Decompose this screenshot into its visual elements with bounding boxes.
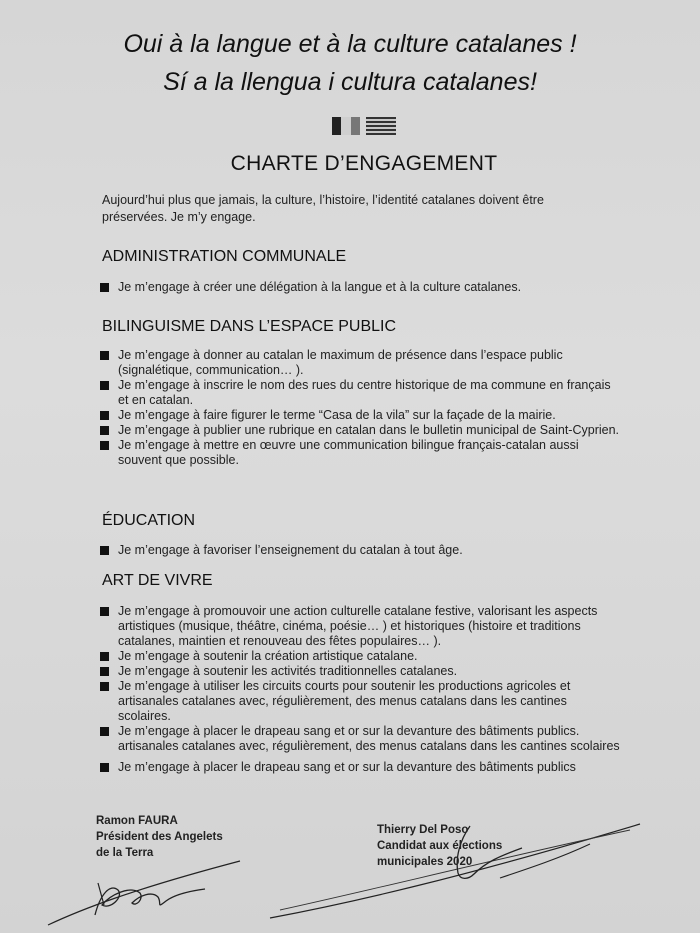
bullet-icon	[100, 652, 109, 661]
item-text: Je m’engage à favoriser l’enseignement du catalan à tout âge.	[118, 543, 463, 557]
item-text: Je m’engage à faire figurer le terme “Casa de la vila” sur la façade de la mairie.	[118, 408, 556, 422]
item-text: Je m’engage à créer une délégation à la langue et à la culture catalanes.	[118, 280, 522, 294]
section-title-bilinguisme: BILINGUISME DANS L’ESPACE PUBLIC	[102, 318, 397, 335]
list-item	[100, 604, 620, 649]
bullet-icon	[100, 441, 109, 450]
item-text: Je m’engage à mettre en œuvre une communication bilingue français-catalan aussi souvent que possible.	[118, 438, 579, 467]
bullet-icon	[100, 426, 109, 435]
signatory-role: municipales 2020	[377, 856, 473, 868]
list-item	[100, 760, 620, 775]
signatory-role: de la Terra	[96, 847, 154, 859]
item-text: Je m’engage à promouvoir une action culturelle catalane festive, valorisant les aspects artistiques (musique, théâtre, cinéma, poésie… ) et historiques (histoire et traditions catalanes, maintien et renouveau des fêtes populaires… ).	[118, 604, 598, 648]
bullet-icon	[100, 667, 109, 676]
signature-left	[40, 855, 260, 930]
section-title-art-de-vivre: ART DE VIVRE	[102, 572, 213, 589]
title-catalan: Sí a la llengua i cultura catalanes!	[163, 68, 537, 96]
item-text: Je m’engage à publier une rubrique en catalan dans le bulletin municipal de Saint-Cyprien.	[118, 423, 620, 437]
signatory-role: Candidat aux élections	[377, 840, 503, 852]
bullet-icon	[100, 411, 109, 420]
section-title-education: ÉDUCATION	[102, 512, 196, 529]
item-text: Je m’engage à placer le drapeau sang et or sur la devanture des bâtiments publics. artisanales catalanes avec, régulièrement, des menus catalans dans les cantines scolaires	[118, 724, 620, 753]
flags	[332, 117, 402, 135]
section-title-administration: ADMINISTRATION COMMUNALE	[102, 248, 347, 265]
title-french: Oui à la langue et à la culture catalanes !	[123, 30, 577, 58]
bullet-icon	[100, 351, 109, 360]
signatory-left	[96, 813, 223, 861]
section-list-education	[100, 543, 620, 558]
list-item	[100, 408, 620, 423]
list-item	[100, 649, 620, 664]
signatory-role: Président des Angelets	[96, 831, 223, 843]
french-flag-icon	[332, 117, 360, 135]
section-list-administration	[100, 280, 620, 295]
signatory-name: Thierry Del Poso	[377, 824, 469, 836]
signatory-name: Ramon FAURA	[96, 815, 178, 827]
item-text: Je m’engage à inscrire le nom des rues du centre historique de ma commune en français et en catalan.	[118, 378, 611, 407]
item-text: Je m’engage à utiliser les circuits courts pour soutenir les productions agricoles et artisanales catalanes avec, régulièrement, des menus catalans dans les cantines scolaires.	[118, 679, 571, 723]
section-list-bilinguisme	[100, 348, 620, 468]
item-text: Je m’engage à donner au catalan le maximum de présence dans l’espace public (signalétique, communication… ).	[118, 348, 563, 377]
list-item	[100, 348, 620, 378]
bullet-icon	[100, 763, 109, 772]
list-item	[100, 423, 620, 438]
section-list-art-de-vivre	[100, 604, 620, 775]
item-text: Je m’engage à placer le drapeau sang et or sur la devanture des bâtiments publics	[118, 760, 576, 774]
signature-right	[260, 818, 650, 928]
bullet-icon	[100, 682, 109, 691]
bullet-icon	[100, 727, 109, 736]
document-heading: CHARTE D’ENGAGEMENT	[230, 152, 498, 175]
item-text: Je m’engage à soutenir les activités traditionnelles catalanes.	[118, 664, 458, 678]
bullet-icon	[100, 283, 109, 292]
list-item	[100, 438, 620, 468]
intro-paragraph: Aujourd’hui plus que jamais, la culture, l’histoire, l’identité catalanes doivent être préservées. Je m’y engage.	[102, 193, 544, 224]
list-item	[100, 543, 620, 558]
bullet-icon	[100, 381, 109, 390]
catalan-flag-icon	[366, 117, 396, 135]
bullet-icon	[100, 546, 109, 555]
bullet-icon	[100, 607, 109, 616]
list-item	[100, 664, 620, 679]
list-item	[100, 378, 620, 408]
list-item	[100, 280, 620, 295]
list-item	[100, 679, 620, 724]
list-item	[100, 724, 620, 754]
item-text: Je m’engage à soutenir la création artistique catalane.	[118, 649, 418, 663]
